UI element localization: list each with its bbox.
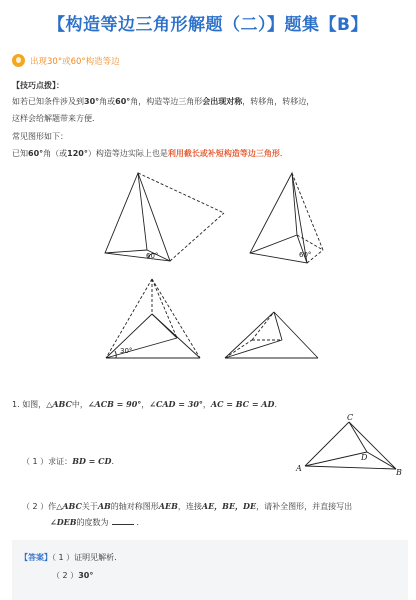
math-span: ∠ACB = 90° (87, 399, 142, 409)
text-span: 30° (84, 97, 100, 106)
text-span: ． (136, 518, 145, 527)
problem-diagram (293, 410, 405, 478)
vertex-label-b: B (396, 468, 402, 477)
text-span: ，转移角，转移边， (242, 97, 315, 106)
vertex-label-a: A (296, 464, 302, 473)
text-span: 已知 (12, 149, 28, 158)
math-span: AEB (158, 501, 178, 511)
text-span: 如若已知条件涉及到 (12, 97, 84, 106)
vertex-label-d: D (361, 453, 368, 462)
tips-line-1 (12, 96, 314, 108)
text-span: 的轴对称图形 (110, 502, 159, 511)
answer-blank (112, 524, 134, 525)
text-span: 利用截长或补短构造等边三角形 (167, 149, 280, 158)
figure-1-angle-label: 60° (146, 252, 159, 260)
text-span: 角或 (99, 97, 116, 106)
text-span: 如图， (22, 400, 47, 409)
text-span: 中， (71, 400, 88, 409)
text-span: ． (274, 400, 283, 409)
problem-part-2 (22, 500, 402, 513)
text-span: 角，构造等边三角形 (130, 97, 203, 106)
tips-heading: 【技巧点拨】： (12, 81, 64, 90)
figure-2-angle-label: 60° (299, 251, 312, 259)
text-span: 的度数为 (76, 518, 109, 527)
math-span: BD = CD (72, 456, 112, 466)
figure-3-diagram (102, 276, 204, 362)
answer-box (12, 540, 408, 600)
section-label: 出现30°或60°构造等边 (30, 56, 120, 67)
text-span: （ 2 ） (52, 571, 79, 580)
answer-line-1 (20, 552, 122, 564)
text-span: （ 1 ）求证： (22, 457, 73, 466)
page-title: 【构造等边三角形解题（二）】题集【B】 (48, 15, 368, 35)
math-span: ∠CAD = 30° (149, 399, 203, 409)
answer-label: 【答案】 (20, 553, 52, 562)
text-span: （ 2 ）作 (22, 502, 57, 511)
tips-line-4 (12, 148, 288, 160)
text-span: 关于 (81, 502, 98, 511)
text-span: 60° (28, 149, 44, 158)
figure-1-diagram (100, 168, 235, 273)
problem-stem (12, 398, 282, 411)
figure-4-diagram (222, 304, 322, 362)
text-span: 120° (67, 149, 88, 158)
tips-line-3: 常见图形如下： (12, 132, 68, 141)
text-span: 会出现对称 (202, 97, 243, 106)
text-span: ， (202, 400, 211, 409)
text-span: ，请补全图形，并直接写出 (256, 502, 353, 511)
lightbulb-icon (12, 54, 25, 67)
math-span: △ABC (46, 399, 72, 409)
figure-2-diagram (245, 168, 330, 273)
text-span: 30° (78, 571, 94, 580)
text-span: 角（或 (43, 149, 68, 158)
text-span: ，连接 (177, 502, 202, 511)
vertex-label-c: C (347, 413, 354, 422)
problem-part-1 (22, 455, 119, 468)
text-span: ， (141, 400, 150, 409)
answer-line-2 (52, 570, 93, 582)
tips-line-2: 这样会给解题带来方便． (12, 114, 100, 123)
text-span: （ 1 ）证明见解析． (52, 553, 123, 562)
problem-part-2-cont (50, 516, 145, 529)
figure-3-angle-label: 30° (120, 347, 133, 355)
math-span: AE，BE，DE (201, 501, 257, 511)
problem-number: 1. (12, 400, 20, 409)
math-span: ∠DEB (50, 517, 77, 527)
text-span: ． (279, 149, 288, 158)
section-heading (12, 54, 120, 67)
math-span: AB (97, 501, 111, 511)
math-span: △ABC (56, 501, 82, 511)
text-span: ）构造等边实际上也是 (87, 149, 168, 158)
text-span: 60° (115, 97, 131, 106)
text-span: ． (111, 457, 120, 466)
math-span: AC = BC = AD (210, 399, 275, 409)
